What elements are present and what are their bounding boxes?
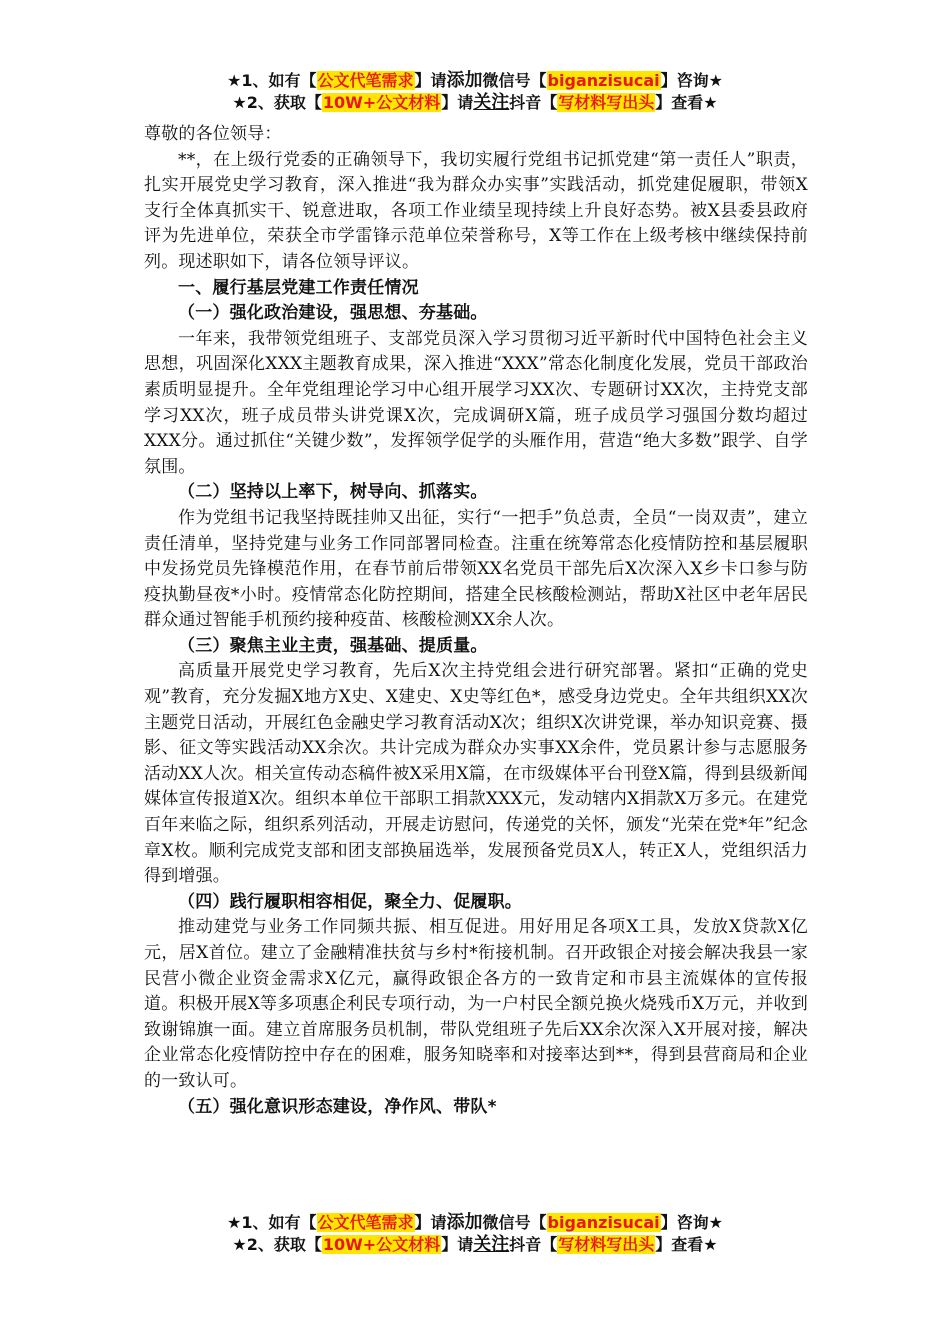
banner-emphasis: 关注 xyxy=(473,92,510,113)
greeting: 尊敬的各位领导： xyxy=(144,124,282,144)
subheading-5: （五）强化意识形态建设，净作风、带队* xyxy=(178,1096,497,1117)
highlight-service: 公文代笔需求 xyxy=(317,71,414,90)
banner-emphasis: 添加 xyxy=(446,70,483,91)
highlight-douyin-account[interactable]: 写材料写出头 xyxy=(558,1235,655,1254)
banner-line-2 xyxy=(0,1234,950,1256)
highlight-wechat-id[interactable]: biganzisucai xyxy=(547,1213,660,1232)
highlight-douyin-account[interactable]: 写材料写出头 xyxy=(558,93,655,112)
banner-bottom xyxy=(0,1212,950,1256)
banner-text: 】咨询★ xyxy=(660,71,723,90)
banner-top xyxy=(0,70,950,114)
highlight-service: 公文代笔需求 xyxy=(317,1213,414,1232)
banner-line-2 xyxy=(0,92,950,114)
paragraph-4: 推动建党与业务工作同频共振、相互促进。用好用足各项X工具，发放X贷款X亿元，居X首位。建立了金融精准扶贫与乡村*衔接机制。召开政银企对接会解决我县一家民营小微企业资金需求X亿元，赢得政银企各方的一致肯定和市县主流媒体的宣传报道。积极开展X等多项惠企利民专项行动，为一户村民全额兑换火烧残币X万元，并收到致谢锦旗一面。建立首席服务员机制，带队党组班子先后XX余次深入X开展对接，解决企业常态化疫情防控中存在的困难，服务知晓率和对接率达到**，得到县营商局和企业的一致认可。 xyxy=(144,917,808,1091)
banner-text: 】请 xyxy=(414,1213,447,1232)
document-body xyxy=(144,122,808,1120)
banner-text: ★1、如有【 xyxy=(227,1213,317,1232)
banner-text: 】咨询★ xyxy=(660,1213,723,1232)
banner-text: 】请 xyxy=(441,1235,474,1254)
subheading-4: （四）践行履职相容相促，聚全力、促履职。 xyxy=(178,891,522,912)
banner-text: ★2、获取【 xyxy=(232,93,322,112)
highlight-wechat-id[interactable]: biganzisucai xyxy=(547,71,660,90)
banner-text: 】请 xyxy=(414,71,447,90)
banner-text: 微信号【 xyxy=(482,71,547,90)
banner-text: ★2、获取【 xyxy=(232,1235,322,1254)
banner-text: 微信号【 xyxy=(482,1213,547,1232)
paragraph-3: 高质量开展党史学习教育，先后X次主持党组会进行研究部署。紧扣“正确的党史观”教育，充分发掘X地方X史、X建史、X史等红色*，感受身边党史。全年共组织XX次主题党日活动，开展红色金融史学习教育活动X次；组织X次讲党课，举办知识竞赛、摄影、征文等实践活动XX余次。共计完成为群众办实事XX余件，党员累计参与志愿服务活动XX人次。相关宣传动态稿件被X采用X篇，在市级媒体平台刊登X篇，得到县级新闻媒体宣传报道X次。组织本单位干部职工捐款XXX元，发动辖内X捐款X万多元。在建党百年来临之际，组织系列活动，开展走访慰问，传递党的关怀，颁发“光荣在党*年”纪念章X枚。顺利完成党支部和团支部换届选举，发展预备党员X人，转正X人，党组织活力得到增强。 xyxy=(144,661,808,887)
banner-emphasis: 添加 xyxy=(446,1212,483,1233)
paragraph-1: 一年来，我带领党组班子、支部党员深入学习贯彻习近平新时代中国特色社会主义思想，巩固深化XXX主题教育成果，深入推进“XXX”常态化制度化发展，党员干部政治素质明显提升。全年党组理论学习中心组开展学习XX次、专题研讨XX次，主持党支部学习XX次，班子成员带头讲党课X次，完成调研X篇，班子成员学习强国分数均超过XXX分。通过抓住“关键少数”，发挥领学促学的头雁作用，营造“绝大多数”跟学、自学氛围。 xyxy=(144,328,808,477)
subheading-1: （一）强化政治建设，强思想、夯基础。 xyxy=(178,303,488,324)
section-heading: 一、履行基层党建工作责任情况 xyxy=(178,277,419,298)
banner-text: 抖音【 xyxy=(509,93,558,112)
banner-text: 】请 xyxy=(441,93,474,112)
banner-text: 】查看★ xyxy=(655,93,718,112)
highlight-materials: 10W+公文材料 xyxy=(322,93,441,112)
paragraph-2: 作为党组书记我坚持既挂帅又出征，实行“一把手”负总责，全员“一岗双责”，建立责任清单，坚持党建与业务工作同部署同检查。注重在统筹常态化疫情防控和基层履职中发扬党员先锋模范作用，在春节前后带领XX名党员干部先后X次深入X乡卡口参与防疫执勤昼夜*小时。疫情常态化防控期间，搭建全民核酸检测站，帮助X社区中老年居民群众通过智能手机预约接种疫苗、核酸检测XX余人次。 xyxy=(144,507,808,631)
banner-text: 】查看★ xyxy=(655,1235,718,1254)
banner-emphasis: 关注 xyxy=(473,1234,510,1255)
subheading-3: （三）聚焦主业主责，强基础、提质量。 xyxy=(178,635,488,656)
highlight-materials: 10W+公文材料 xyxy=(322,1235,441,1254)
banner-text: ★1、如有【 xyxy=(227,71,317,90)
subheading-2: （二）坚持以上率下，树导向、抓落实。 xyxy=(178,482,488,503)
intro-paragraph: **，在上级行党委的正确领导下，我切实履行党组书记抓党建“第一责任人”职责，扎实开展党史学习教育，深入推进“我为群众办实事”实践活动，抓党建促履职，带领X支行全体真抓实干、锐意进取，各项工作业绩呈现持续上升良好态势。被X县委县政府评为先进单位，荣获全市学雷锋示范单位荣誉称号，X等工作在上级考核中继续保持前列。现述职如下，请各位领导评议。 xyxy=(144,149,808,272)
banner-text: 抖音【 xyxy=(509,1235,558,1254)
banner-line-1 xyxy=(0,70,950,92)
banner-line-1 xyxy=(0,1212,950,1234)
